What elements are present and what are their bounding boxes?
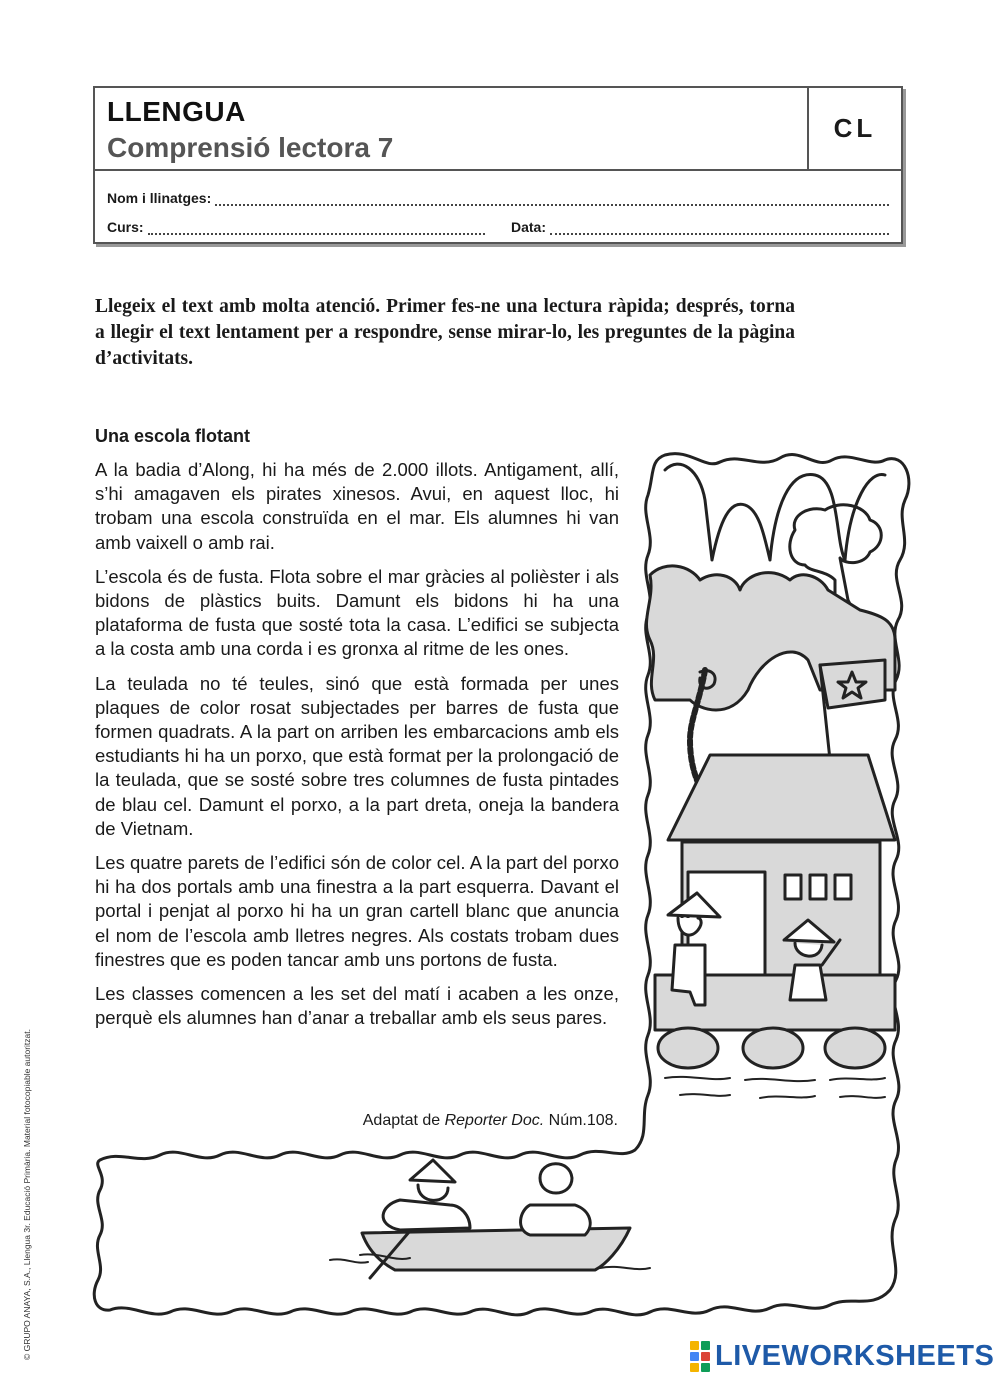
boat-passenger — [521, 1164, 591, 1235]
course-label: Curs: — [107, 219, 144, 235]
date-label: Data: — [511, 219, 547, 235]
story-paragraph-1: A la badia d’Along, hi ha més de 2.000 illots. Antigament, allí, s’hi amagaven els pirates xinesos. Avui, en aquest lloc, hi trobam una escola construïda en el mar. Els alumnes hi van amb vaixell o amb rai. — [95, 459, 619, 553]
barrel-2 — [743, 1028, 803, 1068]
instructions: Llegeix el text amb molta atenció. Primer fes-ne una lectura ràpida; després, torna a llegir el text lentament per a respondre, sense mirar-lo, les preguntes de la pàgina d’activitats. — [95, 296, 795, 369]
barrel-1 — [658, 1028, 718, 1068]
rowing-boat — [362, 1228, 630, 1270]
section-code: CL — [809, 88, 901, 171]
logo-block — [690, 1352, 699, 1361]
source-prefix: Adaptat de — [362, 1112, 445, 1129]
story-paragraph-4: Les quatre parets de l’edifici són de color cel. A la part del porxo hi ha dos portals amb una finestra a la part esquerra. Davant el portal i penjat al porxo hi ha un gran cartell blanc que anuncia el nom de l’escola amb lletres negres. Als costats trobam dues finestres que es poden tancar amb uns portons de fusta. — [95, 852, 619, 970]
school-window-2 — [810, 875, 826, 899]
mountain-shape — [665, 464, 885, 560]
subject-heading: LLENGUA — [107, 96, 246, 127]
logo-block — [701, 1341, 710, 1350]
story-paragraph-5: Les classes comencen a les set del matí i acaben a les onze, perquè els alumnes han d’anar a treballar amb els seus pares. — [95, 983, 619, 1029]
school-window-3 — [835, 875, 851, 899]
story-paragraph-2: L’escola és de fusta. Flota sobre el mar gràcies al polièster i als bidons de plàstics buits. Damunt els bidons hi ha una plataforma de fusta que sosté tota la casa. L’edifici se subjecta a la costa amb una corda i es gronxa al ritme de les ones. — [95, 565, 619, 660]
source-title: Reporter Doc. — [444, 1112, 545, 1129]
copyright-credit: © GRUPO ANAYA, S.A., Llengua 3r. Educació Primària. Material fotocopiable autoritzat. — [22, 1029, 32, 1360]
story-title: Una escola flotant — [95, 426, 251, 446]
school-roof — [668, 755, 895, 840]
logo-block — [690, 1341, 699, 1350]
water-ripples — [665, 1077, 885, 1098]
name-label: Nom i llinatges: — [107, 190, 212, 206]
boat-rower — [383, 1160, 470, 1230]
worksheet-title: Comprensió lectora 7 — [107, 132, 394, 163]
liveworksheets-logo-icon — [690, 1341, 710, 1372]
story-paragraph-3: La teulada no té teules, sinó que està formada per unes plaques de color rosat subjectades per barres de fusta que formen quadrats. A la part on arriben les embarcacions amb els estudiants hi ha un porxo, que està format per la prolongació de la teulada, que se sosté sobre tres columnes de fusta pintades de blau cel. Damunt el porxo, a la part dreta, oneja la bandera de Vietnam. — [95, 672, 619, 839]
school-window-1 — [785, 875, 801, 899]
logo-block — [701, 1352, 710, 1361]
liveworksheets-brand[interactable] — [690, 1340, 994, 1373]
barrel-3 — [825, 1028, 885, 1068]
logo-block — [701, 1363, 710, 1372]
logo-block — [690, 1363, 699, 1372]
brand-name: LIVEWORKSHEETS — [715, 1340, 995, 1372]
source-suffix: Núm.108. — [544, 1112, 618, 1129]
flag — [820, 660, 885, 708]
